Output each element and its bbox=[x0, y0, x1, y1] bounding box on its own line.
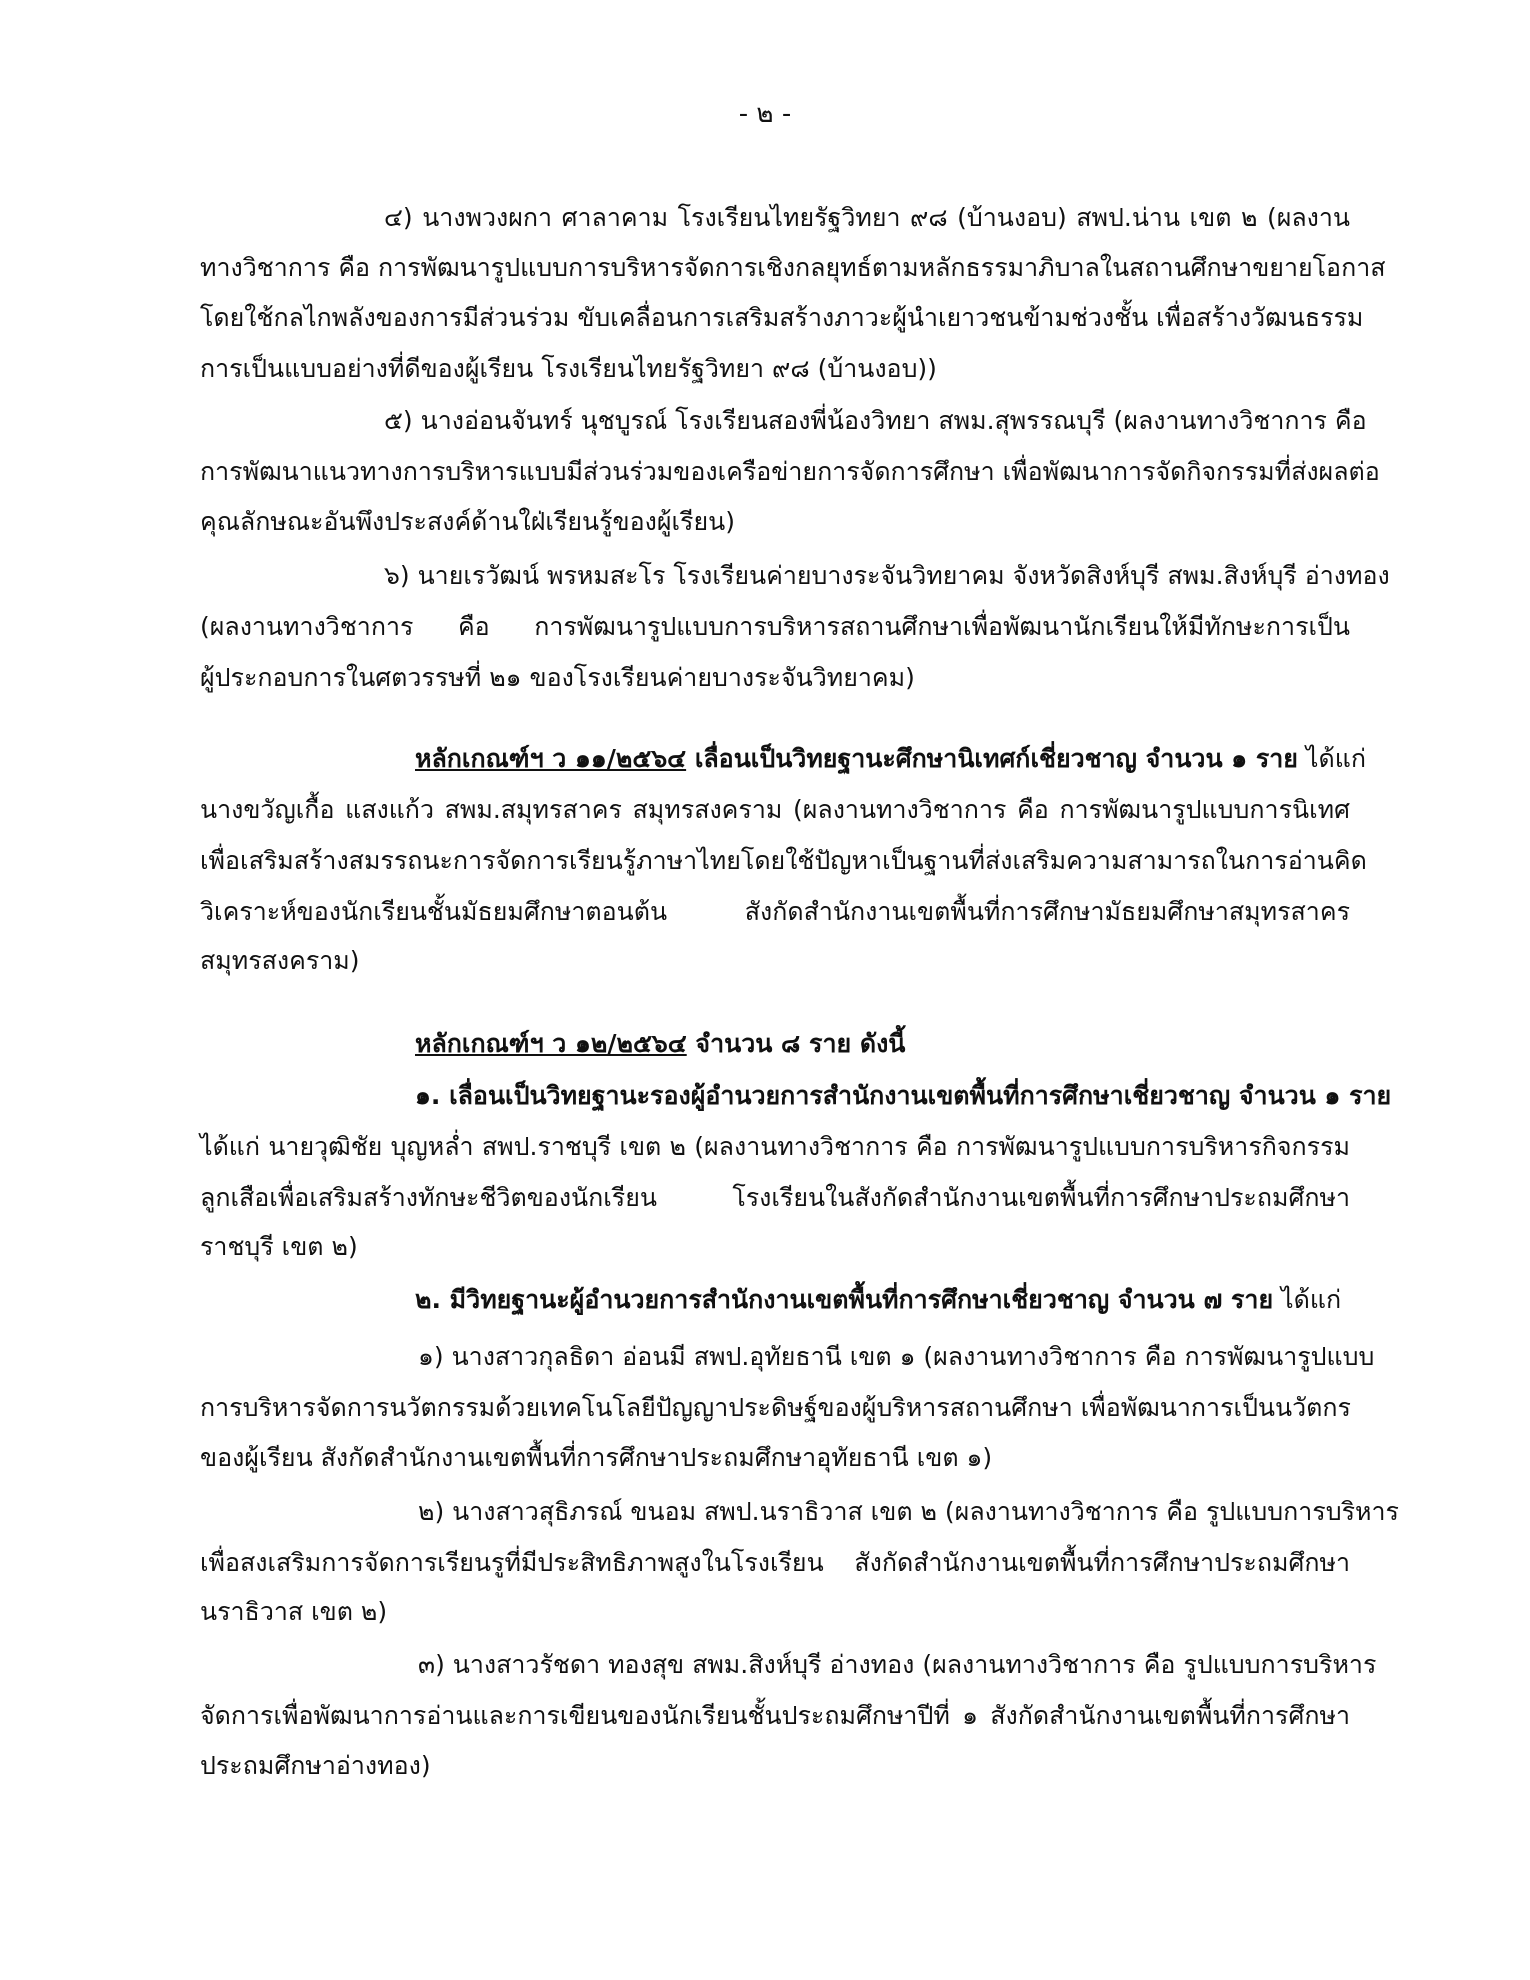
section-c-sub1-line2: ลูกเสือเพื่อเสริมสร้างทักษะชีวิตของนักเรียน โรงเรียนในสังกัดสำนักงานเขตพื้นที่การศึกษาประถมศึกษา bbox=[200, 1183, 1350, 1212]
section-c-title: จำนวน ๘ ราย ดังนี้ bbox=[686, 1029, 906, 1058]
item4-line3: โดยใช้กลไกพลังของการมีส่วนร่วม ขับเคลื่อนการเสริมสร้างภาวะผู้นำเยาวชนข้ามช่วงชั้น เพื่อสร้างวัฒนธรรม bbox=[200, 303, 1364, 332]
item6-line3: ผู้ประกอบการในศตวรรษที่ ๒๑ ของโรงเรียนค่ายบางระจันวิทยาคม) bbox=[200, 663, 915, 692]
section-b-tail: ได้แก่ bbox=[1297, 744, 1366, 773]
item6-line2: (ผลงานทางวิชาการ คือ การพัฒนารูปแบบการบริหารสถานศึกษาเพื่อพัฒนานักเรียนให้มีทักษะการเป็น bbox=[200, 612, 1350, 641]
section-b-line4: สมุทรสงคราม) bbox=[200, 946, 360, 975]
page-number: - ๒ - bbox=[738, 99, 792, 129]
section-b-title: เลื่อนเป็นวิทยฐานะศึกษานิเทศก์เชี่ยวชาญ จำนวน ๑ ราย bbox=[686, 744, 1298, 773]
section-c-heading bbox=[415, 1024, 1350, 1064]
section-c-sub1-line1: ได้แก่ นายวุฒิชัย บุญหล่ำ สพป.ราชบุรี เขต ๒ (ผลงานทางวิชาการ คือ การพัฒนารูปแบบการบริหารกิจกรรม bbox=[200, 1132, 1350, 1161]
section-b-heading bbox=[415, 739, 1366, 779]
item5-line2: การพัฒนาแนวทางการบริหารแบบมีส่วนร่วมของเครือข่ายการจัดการศึกษา เพื่อพัฒนาการจัดกิจกรรมที่ส่งผลต่อ bbox=[200, 457, 1380, 486]
item4-line4: การเป็นแบบอย่างที่ดีของผู้เรียน โรงเรียนไทยรัฐวิทยา ๙๘ (บ้านงอบ)) bbox=[200, 354, 937, 383]
item4-line1: ๔) นางพวงผกา ศาลาคาม โรงเรียนไทยรัฐวิทยา ๙๘ (บ้านงอบ) สพป.น่าน เขต ๒ (ผลงาน bbox=[384, 203, 1350, 232]
section-c-sub2-heading bbox=[415, 1280, 1350, 1320]
section-b-criteria: หลักเกณฑ์ฯ ว ๑๑/๒๕๖๔ bbox=[415, 744, 687, 773]
sub2-item2-line3: นราธิวาส เขต ๒) bbox=[200, 1597, 388, 1626]
section-c-sub2-tail: ได้แก่ bbox=[1273, 1285, 1342, 1314]
item4-line2: ทางวิชาการ คือ การพัฒนารูปแบบการบริหารจัดการเชิงกลยุทธ์ตามหลักธรรมาภิบาลในสถานศึกษาขยายโอกาส bbox=[200, 253, 1386, 282]
section-c-sub2-title: ๒. มีวิทยฐานะผู้อำนวยการสำนักงานเขตพื้นที่การศึกษาเชี่ยวชาญ จำนวน ๗ ราย bbox=[415, 1285, 1274, 1314]
sub2-item1-line3: ของผู้เรียน สังกัดสำนักงานเขตพื้นที่การศึกษาประถมศึกษาอุทัยธานี เขต ๑) bbox=[200, 1443, 993, 1472]
sub2-item3-line2: จัดการเพื่อพัฒนาการอ่านและการเขียนของนักเรียนชั้นประถมศึกษาปีที่ ๑ สังกัดสำนักงานเขตพื้นที่การศึกษา bbox=[200, 1701, 1350, 1730]
section-b-line3: วิเคราะห์ของนักเรียนชั้นมัธยมศึกษาตอนต้น สังกัดสำนักงานเขตพื้นที่การศึกษามัธยมศึกษาสมุทรสาคร bbox=[200, 897, 1350, 926]
section-c-sub1-heading: ๑. เลื่อนเป็นวิทยฐานะรองผู้อำนวยการสำนักงานเขตพื้นที่การศึกษาเชี่ยวชาญ จำนวน ๑ ราย bbox=[415, 1081, 1392, 1110]
section-b-line2: เพื่อเสริมสร้างสมรรถนะการจัดการเรียนรู้ภาษาไทยโดยใช้ปัญหาเป็นฐานที่ส่งเสริมความสามารถในการอ่านคิด bbox=[200, 846, 1367, 875]
section-c-sub1-line3: ราชบุรี เขต ๒) bbox=[200, 1232, 358, 1261]
item6-line1: ๖) นายเรวัฒน์ พรหมสะโร โรงเรียนค่ายบางระจันวิทยาคม จังหวัดสิงห์บุรี สพม.สิงห์บุรี อ่างทอง bbox=[384, 561, 1390, 590]
item5-line3: คุณลักษณะอันพึงประสงค์ด้านใฝ่เรียนรู้ของผู้เรียน) bbox=[200, 507, 735, 536]
sub2-item3-line1: ๓) นางสาวรัชดา ทองสุข สพม.สิงห์บุรี อ่างทอง (ผลงานทางวิชาการ คือ รูปแบบการบริหาร bbox=[418, 1650, 1377, 1679]
item5-line1: ๕) นางอ่อนจันทร์ นุชบูรณ์ โรงเรียนสองพี่น้องวิทยา สพม.สุพรรณบุรี (ผลงานทางวิชาการ คือ bbox=[384, 406, 1367, 435]
sub2-item1-line1: ๑) นางสาวกุลธิดา อ่อนมี สพป.อุทัยธานี เขต ๑ (ผลงานทางวิชาการ คือ การพัฒนารูปแบบ bbox=[418, 1342, 1375, 1371]
section-c-criteria: หลักเกณฑ์ฯ ว ๑๒/๒๕๖๔ bbox=[415, 1029, 687, 1058]
sub2-item1-line2: การบริหารจัดการนวัตกรรมด้วยเทคโนโลยีปัญญาประดิษฐ์ของผู้บริหารสถานศึกษา เพื่อพัฒนาการเป็นนวัตกร bbox=[200, 1393, 1351, 1422]
sub2-item2-line1: ๒) นางสาวสุธิภรณ์ ขนอม สพป.นราธิวาส เขต ๒ (ผลงานทางวิชาการ คือ รูปแบบการบริหาร bbox=[418, 1497, 1399, 1526]
section-b-line1: นางขวัญเกื้อ แสงแก้ว สพม.สมุทรสาคร สมุทรสงคราม (ผลงานทางวิชาการ คือ การพัฒนารูปแบบการนิเทศ bbox=[200, 795, 1350, 824]
sub2-item3-line3: ประถมศึกษาอ่างทอง) bbox=[200, 1751, 431, 1780]
sub2-item2-line2: เพื่อสงเสริมการจัดการเรียนรูที่มีประสิทธิภาพสูงในโรงเรียน สังกัดสำนักงานเขตพื้นที่การศึกษาประถมศึกษา bbox=[200, 1548, 1350, 1577]
